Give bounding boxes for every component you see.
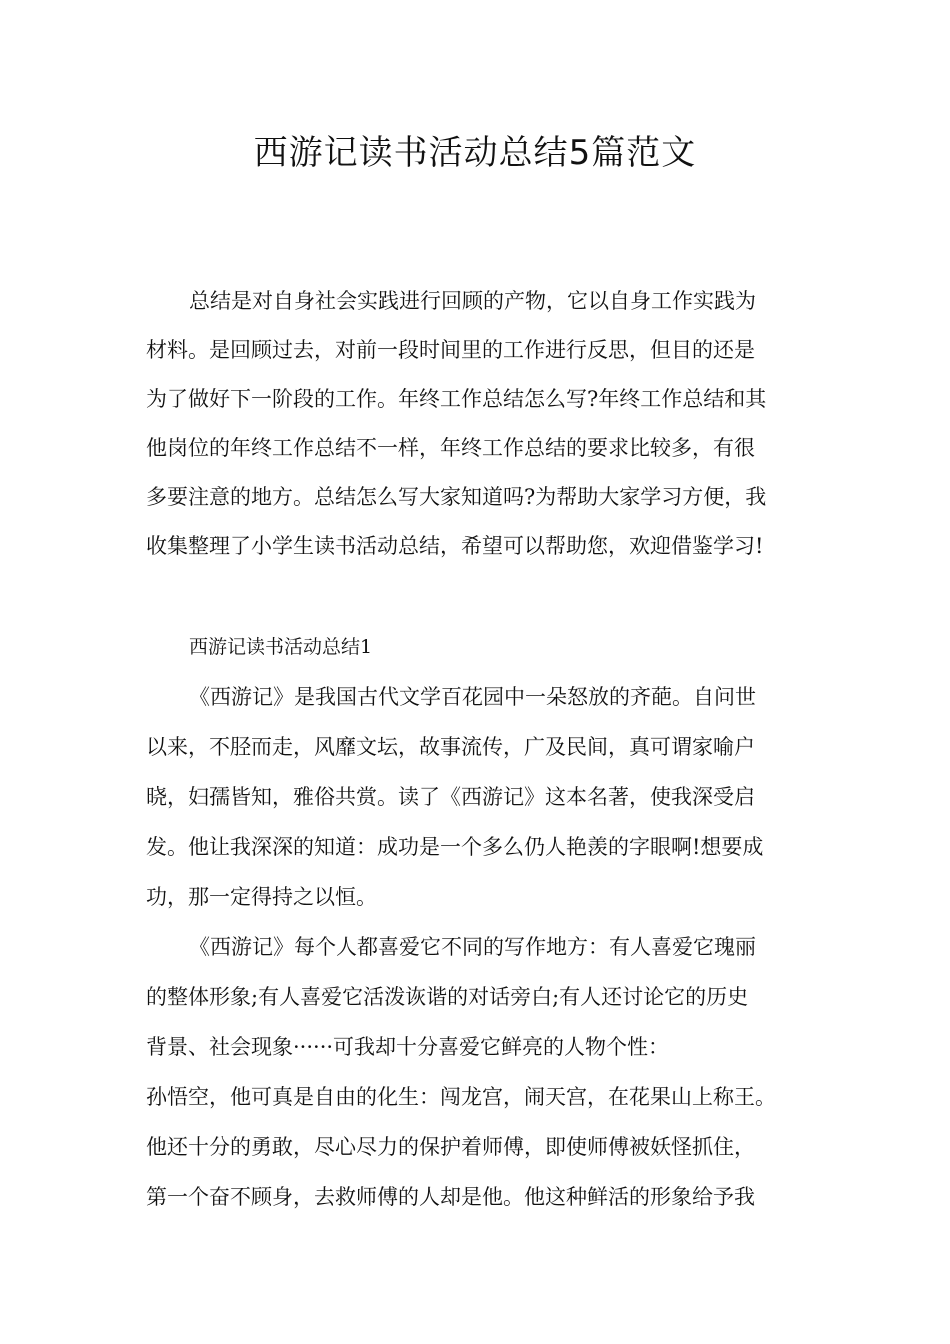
- intro-line: 材料。是回顾过去，对前一段时间里的工作进行反思，但目的还是: [146, 338, 755, 362]
- intro-line: 总结是对自身社会实践进行回顾的产物，它以自身工作实践为: [189, 289, 756, 313]
- intro-line: 多要注意的地方。总结怎么写大家知道吗?为帮助大家学习方便，我: [146, 485, 767, 509]
- paragraph-line: 《西游记》是我国古代文学百花园中一朵怒放的齐葩。自问世: [189, 685, 756, 709]
- paragraph-line: 的整体形象;有人喜爱它活泼诙谐的对话旁白;有人还讨论它的历史: [146, 985, 749, 1009]
- intro-line: 他岗位的年终工作总结不一样，年终工作总结的要求比较多，有很: [146, 436, 755, 460]
- paragraph-line: 孙悟空，他可真是自由的化生：闯龙宫，闹天宫，在花果山上称王。: [146, 1085, 776, 1109]
- paragraph-line: 功，那一定得持之以恒。: [146, 885, 377, 909]
- paragraph-line: 《西游记》每个人都喜爱它不同的写作地方：有人喜爱它瑰丽: [189, 935, 756, 959]
- document-title: 西游记读书活动总结5篇范文: [253, 133, 697, 173]
- paragraph-line: 他还十分的勇敢，尽心尽力的保护着师傅，即使师傅被妖怪抓住，: [146, 1135, 755, 1159]
- intro-line: 为了做好下一阶段的工作。年终工作总结怎么写?年终工作总结和其: [146, 387, 767, 411]
- intro-line: 收集整理了小学生读书活动总结，希望可以帮助您，欢迎借鉴学习!: [146, 534, 764, 558]
- paragraph-line: 发。他让我深深的知道：成功是一个多么仍人艳羡的字眼啊!想要成: [146, 835, 764, 859]
- paragraph-line: 以来，不胫而走，风靡文坛，故事流传，广及民间，真可谓家喻户: [146, 735, 755, 759]
- paragraph-line: 第一个奋不顾身，去救师傅的人却是他。他这种鲜活的形象给予我: [146, 1185, 755, 1209]
- paragraph-line: 晓，妇孺皆知，雅俗共赏。读了《西游记》这本名著，使我深受启: [146, 785, 755, 809]
- section-heading: 西游记读书活动总结1: [189, 636, 373, 658]
- paragraph-line: 背景、社会现象······可我却十分喜爱它鲜亮的人物个性：: [146, 1035, 670, 1059]
